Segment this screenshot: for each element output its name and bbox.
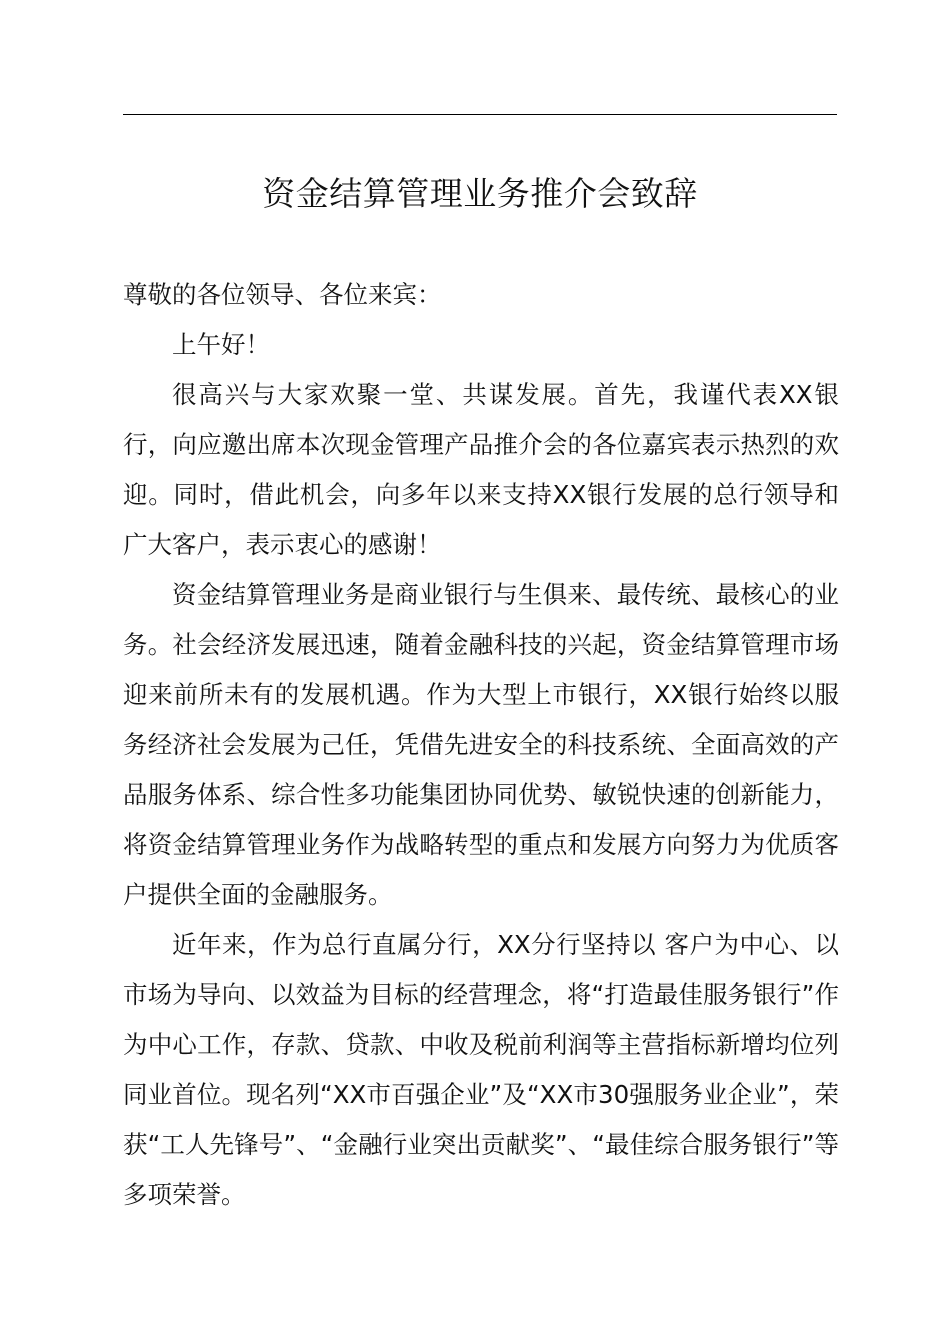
document-body xyxy=(123,270,839,1220)
paragraph-business-intro: 资金结算管理业务是商业银行与生俱来、最传统、最核心的业务。社会经济发展迅速，随着金融科技的兴起，资金结算管理市场迎来前所未有的发展机遇。作为大型上市银行，XX银行始终以服务经济社会发展为己任，凭借先进安全的科技系统、全面高效的产品服务体系、综合性多功能集团协同优势、敏锐快速的创新能力，将资金结算管理业务作为战略转型的重点和发展方向努力为优质客户提供全面的金融服务。 xyxy=(123,580,839,909)
paragraph-branch-achievements: 近年来，作为总行直属分行，XX分行坚持以 客户为中心、以市场为导向、以效益为目标的经营理念，将“打造最佳服务银行”作为中心工作，存款、贷款、中收及税前利润等主营指标新增均位列同业首位。现名列“XX市百强企业”及“XX市30强服务业企业”，荣获“工人先锋号”、“金融行业突出贡献奖”、“最佳综合服务银行”等多项荣誉。 xyxy=(123,930,839,1209)
paragraph-greeting: 上午好！ xyxy=(172,330,270,359)
document-title: 资金结算管理业务推介会致辞 xyxy=(262,174,698,213)
header-rule xyxy=(123,114,837,115)
salutation: 尊敬的各位领导、各位来宾： xyxy=(123,280,442,309)
paragraph-welcome: 很高兴与大家欢聚一堂、共谋发展。首先，我谨代表XX银行，向应邀出席本次现金管理产品推介会的各位嘉宾表示热烈的欢迎。同时，借此机会，向多年以来支持XX银行发展的总行领导和广大客户，表示衷心的感谢！ xyxy=(123,380,839,559)
